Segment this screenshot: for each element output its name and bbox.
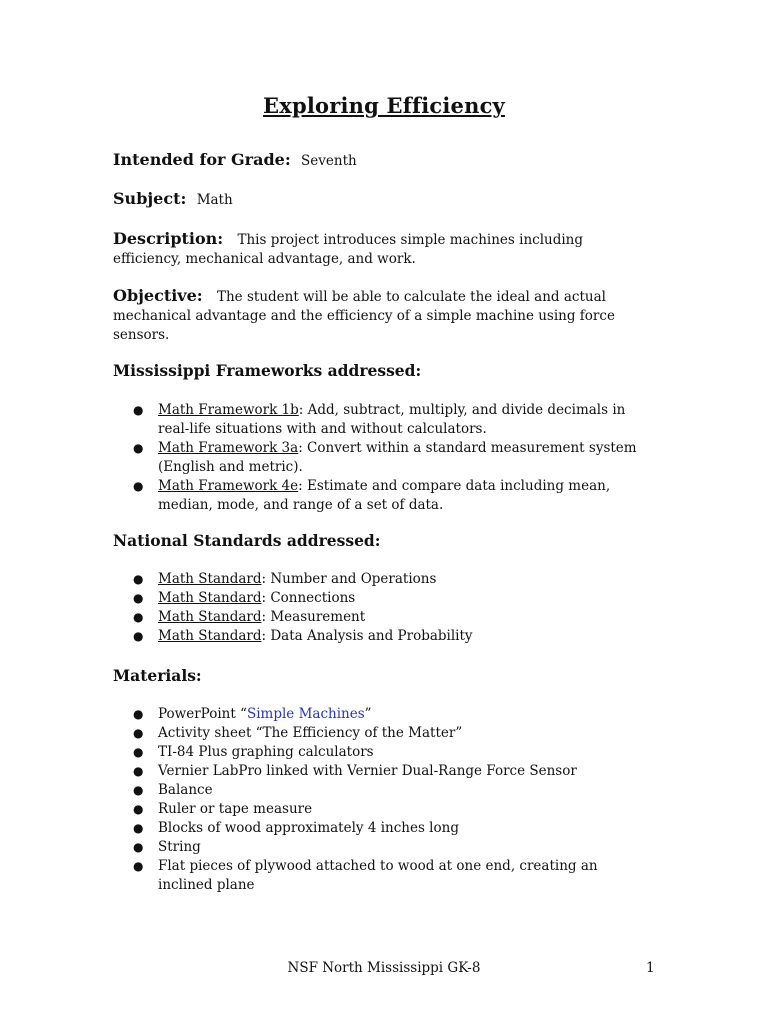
bullet-icon: ● (133, 610, 144, 624)
bullet-icon: ● (133, 403, 144, 417)
material-text: Activity sheet “The Efficiency of the Matter” (158, 725, 463, 741)
standard-ref: Math Standard (158, 571, 262, 587)
page-number: 1 (646, 960, 655, 976)
bullet-icon: ● (133, 764, 144, 778)
framework-text: : Convert within a standard measurement system (English and metric). (158, 440, 637, 475)
framework-ref: Math Framework 3a (158, 440, 299, 456)
standard-text: : Connections (261, 590, 356, 606)
list-item (113, 627, 653, 646)
bullet-icon: ● (133, 441, 144, 455)
standard-ref: Math Standard (158, 590, 262, 606)
standard-text: : Data Analysis and Probability (261, 628, 473, 644)
description-value: This project introduces simple machines including efficiency, mechanical advantage, and work. (113, 232, 584, 267)
bullet-icon: ● (133, 745, 144, 759)
bullet-icon: ● (133, 479, 144, 493)
framework-text: : Estimate and compare data including mean, median, mode, and range of a set of data. (158, 478, 611, 513)
bullet-icon: ● (133, 821, 144, 835)
list-item (113, 401, 653, 439)
list-item (113, 439, 653, 477)
standard-text: : Measurement (261, 609, 366, 625)
list-item (113, 819, 653, 838)
bullet-icon: ● (133, 591, 144, 605)
material-text: Blocks of wood approximately 4 inches long (158, 820, 459, 836)
materials-heading: Materials: (113, 666, 202, 685)
frameworks-list (113, 401, 653, 515)
standards-list (113, 570, 653, 646)
bullet-icon: ● (133, 859, 144, 873)
material-text: Ruler or tape measure (158, 801, 313, 817)
bullet-icon: ● (133, 572, 144, 586)
framework-text: : Add, subtract, multiply, and divide decimals in real-life situations with and without calculators. (158, 402, 626, 437)
grade-field (113, 150, 653, 171)
list-item (113, 762, 653, 781)
list-item (113, 589, 653, 608)
bullet-icon: ● (133, 840, 144, 854)
subject-label: Subject: (113, 189, 187, 208)
material-text: Vernier LabPro linked with Vernier Dual-Range Force Sensor (158, 763, 577, 779)
objective-label: Objective: (113, 286, 203, 305)
subject-field (113, 189, 653, 210)
page-title: Exploring Efficiency (263, 93, 505, 118)
footer-text: NSF North Mississippi GK-8 (287, 960, 481, 976)
bullet-icon: ● (133, 726, 144, 740)
material-text: String (158, 839, 201, 855)
framework-ref: Math Framework 1b (158, 402, 299, 418)
frameworks-heading: Mississippi Frameworks addressed: (113, 361, 422, 380)
simple-machines-link[interactable]: Simple Machines (246, 706, 365, 722)
grade-value: Seventh (301, 153, 357, 169)
description-label: Description: (113, 229, 224, 248)
list-item (113, 743, 653, 762)
list-item (113, 608, 653, 627)
powerpoint-prefix: PowerPoint “ (158, 706, 247, 722)
list-item (113, 838, 653, 857)
framework-ref: Math Framework 4e (158, 478, 299, 494)
list-item (113, 570, 653, 589)
list-item (113, 800, 653, 819)
material-text: Flat pieces of plywood attached to wood at one end, creating an inclined plane (158, 858, 598, 893)
bullet-icon: ● (133, 629, 144, 643)
standard-text: : Number and Operations (261, 571, 437, 587)
material-text: TI-84 Plus graphing calculators (158, 744, 374, 760)
list-item (113, 724, 653, 743)
subject-value: Math (196, 192, 233, 208)
material-text: Balance (158, 782, 213, 798)
list-item (113, 477, 653, 515)
bullet-icon: ● (133, 802, 144, 816)
list-item (113, 781, 653, 800)
description-field (113, 229, 653, 269)
materials-list (113, 705, 653, 895)
bullet-icon: ● (133, 783, 144, 797)
bullet-icon: ● (133, 707, 144, 721)
grade-label: Intended for Grade: (113, 150, 291, 169)
powerpoint-suffix: ” (364, 706, 372, 722)
objective-field (113, 286, 653, 345)
list-item (113, 857, 653, 895)
objective-value: The student will be able to calculate the ideal and actual mechanical advantage and the efficiency of a simple machine using force sensors. (113, 289, 615, 343)
standards-heading: National Standards addressed: (113, 531, 381, 550)
standard-ref: Math Standard (158, 628, 262, 644)
list-item (113, 705, 653, 724)
standard-ref: Math Standard (158, 609, 262, 625)
